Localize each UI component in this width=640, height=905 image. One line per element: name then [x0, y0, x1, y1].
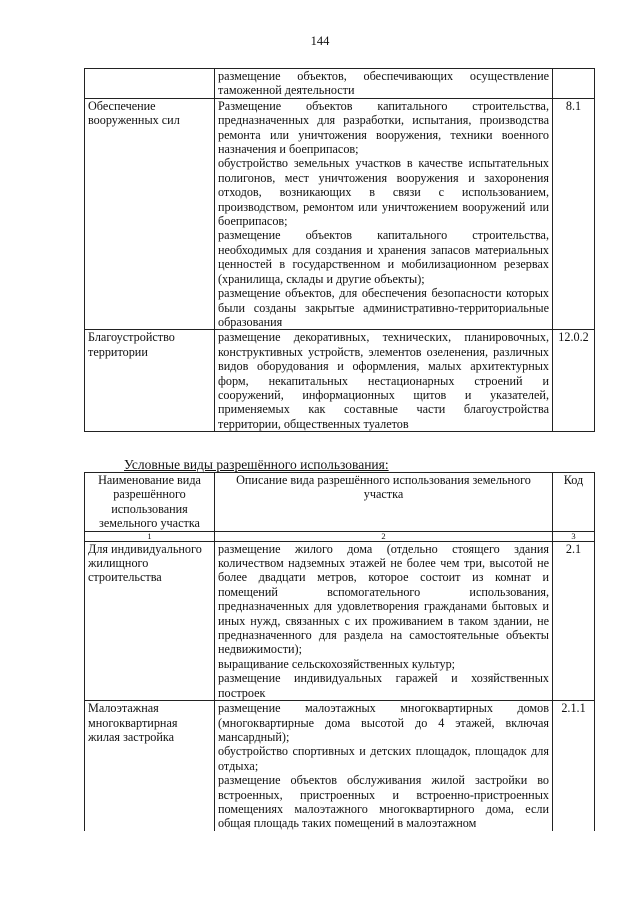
- table-row: [85, 98, 595, 330]
- use-name-cell: Обеспечение вооруженных сил: [85, 98, 215, 330]
- use-description-cell: [215, 98, 553, 330]
- table-row: [85, 69, 595, 99]
- description-paragraph: обустройство спортивных и детских площадок, площадок для отдыха;: [218, 744, 549, 773]
- use-code-cell: [553, 69, 595, 99]
- use-code-cell: 2.1: [553, 541, 595, 700]
- description-paragraph: размещение объектов капитального строительства, необходимых для создания и хранения запасов материальных ценностей в государственном и мобилизационном резервах (хранилища, склады и другие объекты);: [218, 228, 549, 286]
- page-number: 144: [310, 34, 330, 48]
- description-paragraph: размещение объектов обслуживания жилой застройки во встроенных, пристроенных и встроенно-пристроенных помещениях малоэтажного многоквартирного дома, если общая площадь таких помещений в малоэтажном: [218, 773, 549, 831]
- table-row: [85, 330, 595, 432]
- table-row: [85, 541, 595, 700]
- description-paragraph: размещение декоративных, технических, планировочных, конструктивных устройств, элементов озеленения, различных видов оборудования и оформления, малых архитектурных форм, некапитальных нестационарных строений и сооружений, информационных щитов и указателей, применяемых как составные части благоустройства территории, общественных туалетов: [218, 330, 549, 431]
- use-code-cell: 12.0.2: [553, 330, 595, 432]
- section-title: Условные виды разрешённого использования:: [124, 457, 389, 472]
- use-name-cell: Благоустройство территории: [85, 330, 215, 432]
- description-paragraph: размещение объектов, для обеспечения безопасности которых были созданы закрытые административно-территориальные образования: [218, 286, 549, 329]
- use-description-cell: [215, 69, 553, 99]
- description-paragraph: размещение малоэтажных многоквартирных домов (многоквартирные дома высотой до 4 этажей, включая мансардный);: [218, 701, 549, 744]
- description-paragraph: выращивание сельскохозяйственных культур;: [218, 656, 456, 671]
- description-paragraph: размещение объектов, обеспечивающих осуществление таможенной деятельности: [218, 69, 549, 98]
- description-paragraph: Размещение объектов капитального строительства, предназначенных для разработки, испытания, производства ремонта или уничтожения вооружения, техники военного назначения и боеприпасов;: [218, 98, 549, 157]
- land-use-table-continued: [84, 68, 595, 432]
- column-number-row: [85, 531, 595, 541]
- column-number: 3: [553, 531, 595, 541]
- use-description-cell: [215, 330, 553, 432]
- use-name-cell: Малоэтажная многоквартирная жилая застройка: [85, 701, 215, 831]
- description-paragraph: размещение жилого дома (отдельно стоящего здания количеством надземных этажей не более чем три, высотой не более двадцати метров, которое состоит из комнат и помещений вспомогательного использования, предназначенных для удовлетворения гражданами бытовых и иных нужд, связанных с их проживанием в таком здании, не предназначенного для раздела на самостоятельные объекты недвижимости);: [218, 541, 549, 657]
- column-number: 2: [215, 531, 553, 541]
- use-name-cell: [85, 69, 215, 99]
- table-header-row: [85, 473, 595, 532]
- description-paragraph: размещение индивидуальных гаражей и хозяйственных построек: [218, 671, 549, 700]
- use-name-cell: Для индивидуального жилищного строительства: [85, 541, 215, 700]
- use-code-cell: 2.1.1: [553, 701, 595, 831]
- use-description-cell: [215, 541, 553, 700]
- column-header-code: Код: [553, 473, 595, 532]
- description-paragraph: обустройство земельных участков в качестве испытательных полигонов, мест уничтожения вооружения и захоронения отходов, возникающих в связи с использованием, производством, ремонтом или уничтожением вооружений или боеприпасов;: [218, 156, 549, 229]
- use-description-cell: [215, 701, 553, 831]
- use-code-cell: 8.1: [553, 98, 595, 330]
- column-number: 1: [85, 531, 215, 541]
- conditional-uses-table: [84, 472, 595, 831]
- column-header-description: Описание вида разрешённого использования земельного участка: [215, 473, 553, 532]
- column-header-name: Наименование вида разрешённого использования земельного участка: [85, 473, 215, 532]
- table-row: [85, 701, 595, 831]
